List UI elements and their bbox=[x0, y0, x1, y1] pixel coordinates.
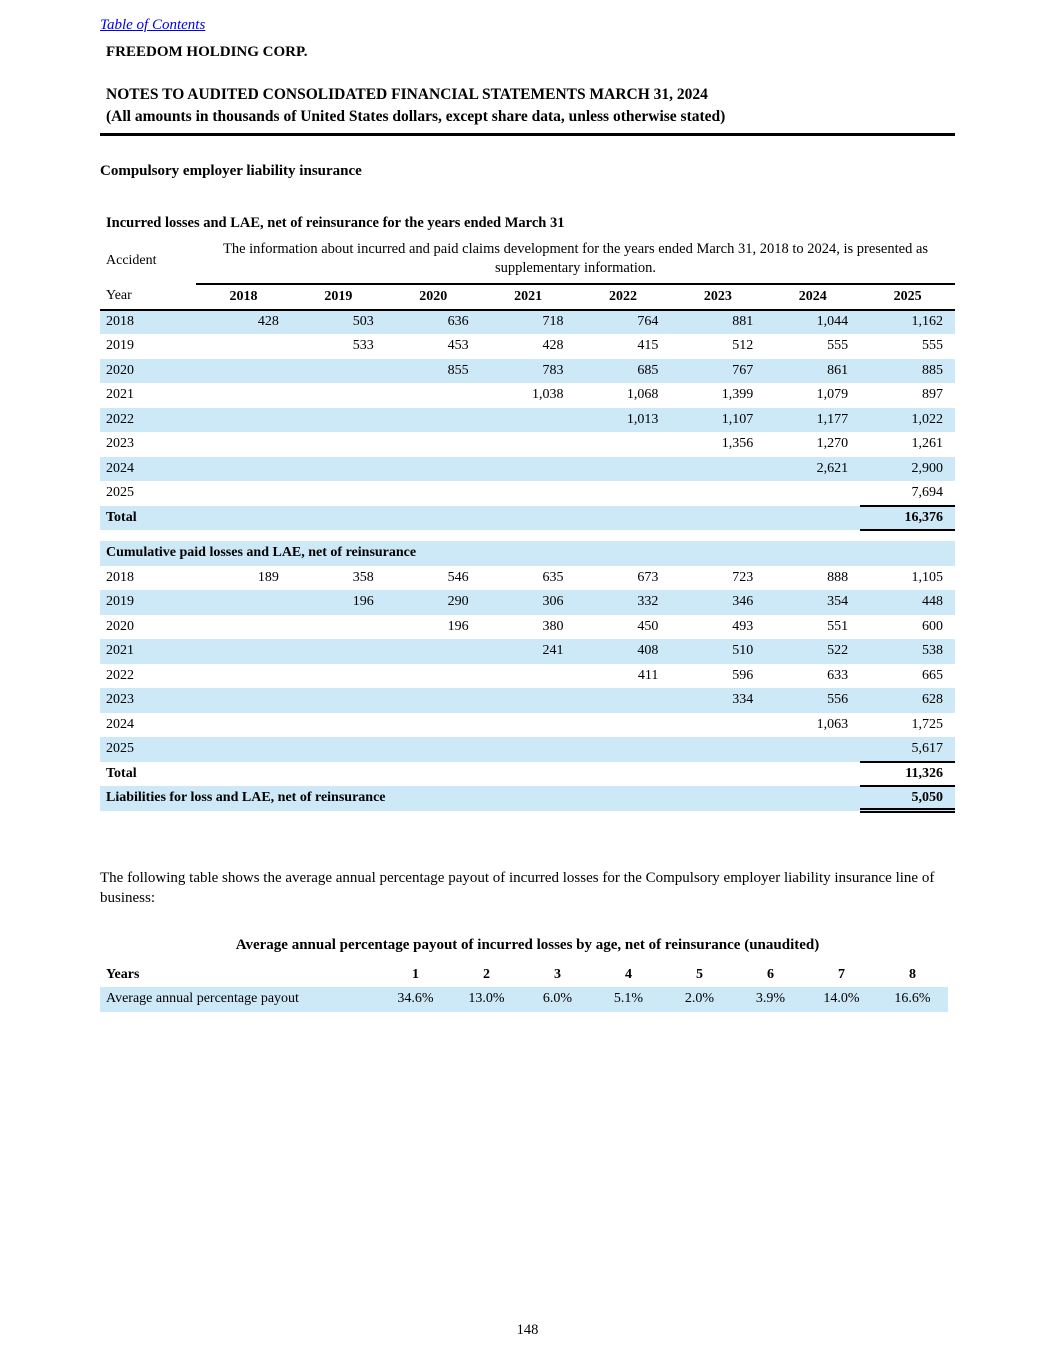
row-label: 2022 bbox=[100, 408, 196, 433]
value-cell bbox=[481, 688, 576, 713]
value-cell: 628 bbox=[860, 688, 955, 713]
value-cell bbox=[386, 688, 481, 713]
value-cell: 512 bbox=[732, 338, 754, 354]
row-label: 2021 bbox=[106, 387, 134, 403]
value-cell bbox=[196, 713, 291, 738]
value-cell: 1,270 bbox=[816, 436, 849, 452]
liabilities-row bbox=[100, 786, 955, 811]
value-cell bbox=[291, 359, 386, 384]
table-of-contents-link[interactable]: Table of Contents bbox=[100, 17, 206, 33]
value-cell: 428 bbox=[542, 338, 564, 354]
value-cell bbox=[291, 688, 386, 713]
payout-table-body bbox=[100, 987, 948, 1012]
value-cell: 493 bbox=[732, 618, 754, 634]
payout-value-1: 34.6% bbox=[380, 987, 451, 1012]
value-cell: 196 bbox=[447, 618, 469, 634]
value-cell: 450 bbox=[637, 618, 659, 634]
value-cell: 1,079 bbox=[816, 387, 849, 403]
notes-heading-line2: (All amounts in thousands of United States dollars, except share data, unless otherwise stated) bbox=[106, 108, 726, 125]
incurred-table-header bbox=[100, 238, 955, 310]
value-cell bbox=[291, 713, 386, 738]
value-cell bbox=[196, 639, 291, 664]
value-cell bbox=[670, 457, 765, 482]
value-cell bbox=[291, 639, 386, 664]
value-cell bbox=[196, 615, 291, 640]
table-row bbox=[100, 615, 955, 640]
paid-band-title: Cumulative paid losses and LAE, net of reinsurance bbox=[100, 541, 955, 566]
paid-total-value: 11,326 bbox=[860, 762, 955, 787]
value-cell bbox=[196, 688, 291, 713]
value-cell: 1,261 bbox=[911, 436, 943, 452]
value-cell: 685 bbox=[576, 359, 671, 384]
value-cell: 290 bbox=[386, 590, 481, 615]
value-cell bbox=[196, 359, 291, 384]
value-cell: 555 bbox=[827, 338, 849, 354]
payout-value-5: 2.0% bbox=[664, 987, 735, 1012]
value-cell bbox=[291, 737, 386, 762]
paid-table-body bbox=[100, 566, 955, 762]
value-cell: 5,617 bbox=[860, 737, 955, 762]
age-col-4: 4 bbox=[625, 966, 632, 982]
value-cell: 764 bbox=[576, 310, 671, 335]
paid-band bbox=[100, 541, 955, 566]
value-cell: 855 bbox=[386, 359, 481, 384]
value-cell bbox=[386, 457, 481, 482]
age-col-7: 7 bbox=[838, 966, 845, 982]
incurred-table-title: Incurred losses and LAE, net of reinsurance for the years ended March 31 bbox=[106, 215, 565, 231]
value-cell bbox=[481, 432, 576, 457]
payout-value-4: 5.1% bbox=[593, 987, 664, 1012]
value-cell: 510 bbox=[670, 639, 765, 664]
value-cell: 2,621 bbox=[765, 457, 860, 482]
col-header-2019: 2019 bbox=[291, 284, 386, 310]
payout-value-8: 16.6% bbox=[877, 987, 948, 1012]
value-cell: 718 bbox=[481, 310, 576, 335]
liabilities-value: 5,050 bbox=[860, 786, 955, 811]
value-cell: 723 bbox=[732, 569, 754, 585]
value-cell: 453 bbox=[447, 338, 469, 354]
value-cell: 861 bbox=[765, 359, 860, 384]
value-cell: 636 bbox=[386, 310, 481, 335]
incurred-total-value: 16,376 bbox=[860, 506, 955, 531]
heading-divider bbox=[100, 133, 955, 136]
table-row bbox=[100, 408, 955, 433]
row-label: 2024 bbox=[100, 457, 196, 482]
value-cell bbox=[386, 664, 481, 689]
row-label: 2021 bbox=[100, 639, 196, 664]
payout-value-7: 14.0% bbox=[806, 987, 877, 1012]
value-cell: 241 bbox=[481, 639, 576, 664]
value-cell: 2,900 bbox=[860, 457, 955, 482]
age-col-8: 8 bbox=[909, 966, 916, 982]
table-row bbox=[100, 590, 955, 615]
row-label: 2020 bbox=[100, 359, 196, 384]
value-cell bbox=[386, 737, 481, 762]
value-cell bbox=[481, 457, 576, 482]
col-header-2018: 2018 bbox=[196, 284, 291, 310]
age-col-1: 1 bbox=[412, 966, 419, 982]
table-row bbox=[100, 737, 955, 762]
development-note: The information about incurred and paid claims development for the years ended March 31, 2018 to 2024, is presented as supplementary information. bbox=[196, 238, 955, 284]
table-row bbox=[100, 481, 955, 506]
value-cell bbox=[291, 383, 386, 408]
table-row bbox=[100, 664, 955, 689]
paid-losses-table bbox=[100, 541, 955, 813]
value-cell: 1,105 bbox=[911, 569, 943, 585]
value-cell: 1,356 bbox=[721, 436, 754, 452]
value-cell bbox=[386, 713, 481, 738]
value-cell bbox=[670, 737, 765, 762]
value-cell bbox=[481, 737, 576, 762]
value-cell: 415 bbox=[637, 338, 659, 354]
value-cell: 897 bbox=[922, 387, 943, 403]
notes-heading-line1: NOTES TO AUDITED CONSOLIDATED FINANCIAL STATEMENTS MARCH 31, 2024 bbox=[106, 86, 708, 103]
value-cell bbox=[291, 615, 386, 640]
value-cell bbox=[196, 481, 291, 506]
value-cell bbox=[670, 481, 765, 506]
section-title: Compulsory employer liability insurance bbox=[100, 163, 362, 179]
value-cell: 503 bbox=[291, 310, 386, 335]
value-cell: 411 bbox=[637, 667, 659, 683]
value-cell: 522 bbox=[765, 639, 860, 664]
table-row bbox=[100, 383, 955, 408]
value-cell bbox=[386, 639, 481, 664]
table-row bbox=[100, 359, 955, 384]
value-cell bbox=[481, 664, 576, 689]
value-cell bbox=[576, 457, 671, 482]
value-cell bbox=[765, 481, 860, 506]
table-row bbox=[100, 310, 955, 335]
value-cell bbox=[386, 432, 481, 457]
table-row bbox=[100, 457, 955, 482]
company-name: FREEDOM HOLDING CORP. bbox=[106, 44, 308, 60]
value-cell: 1,044 bbox=[765, 310, 860, 335]
liabilities-label: Liabilities for loss and LAE, net of reinsurance bbox=[100, 786, 860, 811]
row-label: 2019 bbox=[100, 590, 196, 615]
paid-table-footer bbox=[100, 762, 955, 811]
value-cell bbox=[670, 713, 765, 738]
row-label: 2018 bbox=[106, 569, 134, 585]
value-cell bbox=[481, 713, 576, 738]
value-cell bbox=[196, 334, 291, 359]
col-header-2023: 2023 bbox=[670, 284, 765, 310]
value-cell: 551 bbox=[827, 618, 849, 634]
spacer-cell bbox=[196, 506, 860, 531]
value-cell bbox=[291, 408, 386, 433]
col-header-2024: 2024 bbox=[765, 284, 860, 310]
value-cell: 1,177 bbox=[765, 408, 860, 433]
value-cell bbox=[196, 737, 291, 762]
incurred-total-row bbox=[100, 506, 955, 531]
value-cell bbox=[576, 688, 671, 713]
row-label: 2025 bbox=[106, 485, 134, 501]
value-cell: 408 bbox=[576, 639, 671, 664]
incurred-table-body bbox=[100, 310, 955, 506]
value-cell bbox=[196, 590, 291, 615]
value-cell bbox=[196, 432, 291, 457]
value-cell: 7,694 bbox=[911, 484, 943, 500]
value-cell bbox=[196, 408, 291, 433]
incurred-losses-table bbox=[100, 238, 955, 531]
row-label: 2024 bbox=[106, 716, 134, 732]
col-header-2022: 2022 bbox=[576, 284, 671, 310]
page-number: 148 bbox=[516, 1322, 539, 1338]
payout-table bbox=[100, 963, 948, 1012]
table-row bbox=[100, 688, 955, 713]
incurred-table-footer bbox=[100, 506, 955, 531]
value-cell: 555 bbox=[922, 338, 943, 354]
value-cell bbox=[765, 737, 860, 762]
value-cell bbox=[196, 457, 291, 482]
col-header-2020: 2020 bbox=[386, 284, 481, 310]
value-cell: 1,399 bbox=[721, 387, 754, 403]
payout-row-label: Average annual percentage payout bbox=[100, 987, 380, 1012]
value-cell: 354 bbox=[765, 590, 860, 615]
age-col-6: 6 bbox=[767, 966, 774, 982]
value-cell: 196 bbox=[291, 590, 386, 615]
payout-value-2: 13.0% bbox=[451, 987, 522, 1012]
age-col-2: 2 bbox=[483, 966, 490, 982]
value-cell: 380 bbox=[542, 618, 564, 634]
notes-heading bbox=[100, 84, 955, 128]
value-cell bbox=[576, 481, 671, 506]
value-cell: 334 bbox=[670, 688, 765, 713]
row-label: 2019 bbox=[106, 338, 134, 354]
value-cell: 1,162 bbox=[860, 310, 955, 335]
value-cell: 635 bbox=[542, 569, 564, 585]
value-cell: 306 bbox=[481, 590, 576, 615]
value-cell: 346 bbox=[670, 590, 765, 615]
row-label: 2025 bbox=[100, 737, 196, 762]
accident-label: Accident bbox=[106, 252, 157, 268]
value-cell bbox=[196, 383, 291, 408]
value-cell: 189 bbox=[257, 569, 279, 585]
col-header-2021: 2021 bbox=[481, 284, 576, 310]
paid-total-row bbox=[100, 762, 955, 787]
value-cell: 1,013 bbox=[576, 408, 671, 433]
paid-band-row bbox=[100, 541, 955, 566]
table-row bbox=[100, 432, 955, 457]
value-cell: 428 bbox=[196, 310, 291, 335]
value-cell: 1,022 bbox=[860, 408, 955, 433]
payout-table-title: Average annual percentage payout of incurred losses by age, net of reinsurance (unaudited) bbox=[235, 936, 820, 953]
table-row bbox=[100, 713, 955, 738]
payout-value-3: 6.0% bbox=[522, 987, 593, 1012]
table-row bbox=[100, 639, 955, 664]
year-label: Year bbox=[100, 284, 196, 310]
value-cell bbox=[386, 408, 481, 433]
value-cell bbox=[576, 432, 671, 457]
value-cell: 546 bbox=[447, 569, 469, 585]
value-cell bbox=[481, 481, 576, 506]
value-cell: 556 bbox=[765, 688, 860, 713]
value-cell: 673 bbox=[637, 569, 659, 585]
value-cell: 767 bbox=[670, 359, 765, 384]
payout-table-header bbox=[100, 963, 948, 988]
value-cell: 448 bbox=[860, 590, 955, 615]
age-col-5: 5 bbox=[696, 966, 703, 982]
row-label: 2018 bbox=[100, 310, 196, 335]
value-cell: 1,063 bbox=[816, 716, 849, 732]
value-cell: 885 bbox=[860, 359, 955, 384]
value-cell: 1,725 bbox=[911, 716, 943, 732]
value-cell: 888 bbox=[827, 569, 849, 585]
spacer-cell bbox=[196, 762, 860, 787]
row-label: 2022 bbox=[106, 667, 134, 683]
table-row bbox=[100, 334, 955, 359]
col-header-2025: 2025 bbox=[860, 284, 955, 310]
age-col-3: 3 bbox=[554, 966, 561, 982]
value-cell: 881 bbox=[670, 310, 765, 335]
value-cell: 596 bbox=[732, 667, 754, 683]
value-cell bbox=[291, 432, 386, 457]
value-cell: 783 bbox=[481, 359, 576, 384]
years-label: Years bbox=[106, 966, 140, 982]
row-label: 2023 bbox=[106, 436, 134, 452]
value-cell bbox=[576, 737, 671, 762]
table-row bbox=[100, 566, 955, 591]
value-cell bbox=[386, 481, 481, 506]
value-cell bbox=[291, 664, 386, 689]
value-cell: 633 bbox=[827, 667, 849, 683]
payout-header-row bbox=[100, 963, 948, 988]
value-cell: 600 bbox=[922, 618, 943, 634]
payout-data-row bbox=[100, 987, 948, 1012]
total-label: Total bbox=[100, 506, 196, 531]
value-cell bbox=[576, 713, 671, 738]
value-cell: 1,038 bbox=[532, 387, 564, 403]
value-cell bbox=[481, 408, 576, 433]
payout-value-6: 3.9% bbox=[735, 987, 806, 1012]
value-cell: 538 bbox=[860, 639, 955, 664]
year-header-row bbox=[100, 284, 955, 310]
value-cell bbox=[196, 664, 291, 689]
value-cell: 1,068 bbox=[626, 387, 659, 403]
value-cell: 332 bbox=[576, 590, 671, 615]
value-cell bbox=[291, 481, 386, 506]
value-cell bbox=[291, 457, 386, 482]
value-cell bbox=[386, 383, 481, 408]
value-cell: 665 bbox=[922, 667, 943, 683]
development-note-row bbox=[100, 238, 955, 284]
row-label: 2023 bbox=[100, 688, 196, 713]
total-label: Total bbox=[106, 765, 137, 781]
value-cell: 1,107 bbox=[670, 408, 765, 433]
row-label: 2020 bbox=[106, 618, 134, 634]
value-cell: 358 bbox=[352, 569, 374, 585]
value-cell: 533 bbox=[352, 338, 374, 354]
payout-intro-paragraph: The following table shows the average annual percentage payout of incurred losses for the Compulsory employer liability insurance line of business: bbox=[100, 870, 935, 907]
